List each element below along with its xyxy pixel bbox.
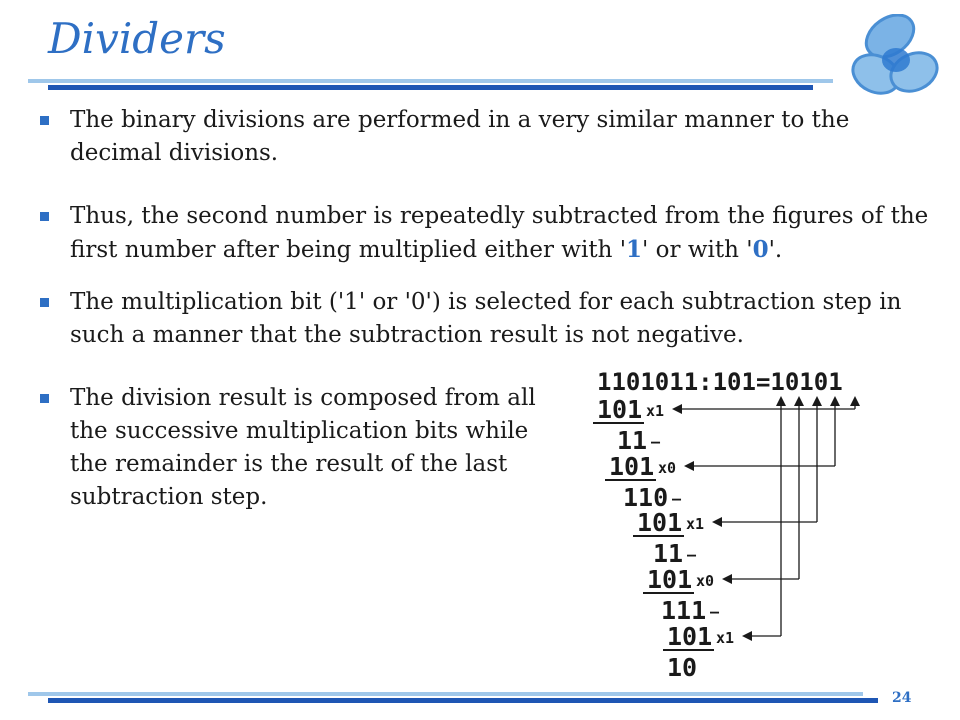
division-row-suffix: x0 [658,459,677,477]
bullet-text [70,200,940,267]
highlight-zero: 0 [752,236,769,263]
bullet-1 [40,104,940,170]
division-row-value: 101 [597,395,643,424]
division-row-value: 111 [661,596,707,625]
division-row-suffix: x0 [696,572,715,590]
bullet-text-part: ' or with ' [642,237,753,263]
arrow-head-up [812,396,822,406]
division-row-suffix: x1 [646,402,665,420]
division-row-value: 101 [667,622,713,651]
arrow-head-left [684,461,694,471]
arrow-head-up [850,396,860,406]
arrow-head-up [830,396,840,406]
bullet-text-part: '. [768,237,783,263]
arrow-head-left [742,631,752,641]
square-bullet-icon [40,298,49,307]
bullet-text: The multiplication bit ('1' or '0') is selected for each subtraction step in such a manner that the subtraction result is not negative. [70,289,902,348]
highlight-one: 1 [626,236,643,263]
arrow-head-left [712,517,722,527]
division-row-value: 11 [653,539,684,568]
division-row-suffix: – [687,546,697,564]
arrow-head-up [794,396,804,406]
division-row-suffix: x1 [686,515,705,533]
footer-bar [28,690,878,704]
division-row-suffix: x1 [716,629,735,647]
overlapping-ellipses-logo-icon [846,14,946,104]
division-row-value: 11 [617,426,648,455]
square-bullet-icon [40,116,49,125]
division-row-value: 110 [623,483,669,512]
division-row-suffix: – [710,603,720,621]
arrow-head-left [722,574,732,584]
bullet-4 [40,382,560,514]
square-bullet-icon [40,394,49,403]
division-row-suffix: – [651,433,661,451]
division-header: 1101011:101=10101 [597,368,843,396]
arrow-head-left [672,404,682,414]
title-underline [28,76,838,92]
division-row-suffix: – [672,490,682,508]
bullet-text-part: Thus, the second number is repeatedly subtracted from the figures of the first number after being multiplied either with ' [70,203,929,263]
page-number: 24 [892,690,912,706]
bullet-2 [40,200,940,267]
bullet-3 [40,286,940,352]
bullet-text: The binary divisions are performed in a very similar manner to the decimal divisions. [70,107,850,166]
slide-title: Dividers [48,14,226,63]
square-bullet-icon [40,212,49,221]
division-row-value: 10 [667,653,698,682]
bullet-text: The division result is composed from all the successive multiplication bits while the remainder is the result of the last subtraction step. [70,385,536,510]
binary-division-diagram [585,360,885,685]
arrow-head-up [776,396,786,406]
division-row-value: 101 [609,452,655,481]
division-row-value: 101 [647,565,693,594]
division-row-value: 101 [637,508,683,537]
